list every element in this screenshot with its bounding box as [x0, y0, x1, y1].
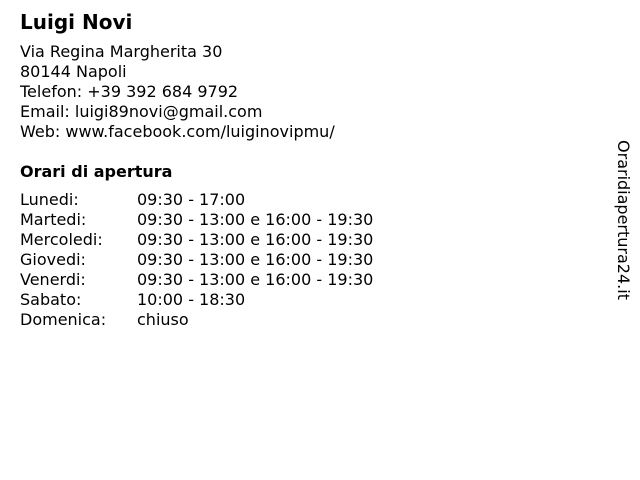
- hours-row-sabato: [20, 290, 590, 310]
- time-value: 10:00 - 18:30: [137, 290, 246, 309]
- time-value: 09:30 - 13:00 e 16:00 - 19:30: [137, 230, 374, 249]
- hours-row-giovedi: [20, 250, 590, 270]
- time-value: chiuso: [137, 310, 189, 329]
- hours-row-venerdi: [20, 270, 590, 290]
- opening-hours-table: [20, 190, 590, 330]
- time-value: 09:30 - 13:00 e 16:00 - 19:30: [137, 210, 374, 229]
- site-watermark: Oraridiapertura24.it: [614, 140, 633, 300]
- hours-row-martedi: [20, 210, 590, 230]
- hours-row-lunedi: [20, 190, 590, 210]
- business-card: [20, 10, 590, 330]
- time-value: 09:30 - 13:00 e 16:00 - 19:30: [137, 270, 374, 289]
- time-value: 09:30 - 17:00: [137, 190, 246, 209]
- day-label: Lunedi:: [20, 190, 79, 209]
- address-city: 80144 Napoli: [20, 62, 127, 81]
- opening-hours-title: Orari di apertura: [20, 162, 173, 181]
- day-label: Giovedi:: [20, 250, 86, 269]
- day-label: Mercoledi:: [20, 230, 103, 249]
- hours-row-mercoledi: [20, 230, 590, 250]
- day-label: Venerdi:: [20, 270, 86, 289]
- hours-row-domenica: [20, 310, 590, 330]
- day-label: Domenica:: [20, 310, 107, 329]
- email-line: Email: luigi89novi@gmail.com: [20, 102, 263, 121]
- day-label: Sabato:: [20, 290, 82, 309]
- phone-line: Telefon: +39 392 684 9792: [20, 82, 239, 101]
- web-line: Web: www.facebook.com/luiginovipmu/: [20, 122, 335, 141]
- time-value: 09:30 - 13:00 e 16:00 - 19:30: [137, 250, 374, 269]
- day-label: Martedi:: [20, 210, 87, 229]
- business-name: Luigi Novi: [20, 10, 133, 34]
- address-street: Via Regina Margherita 30: [20, 42, 223, 61]
